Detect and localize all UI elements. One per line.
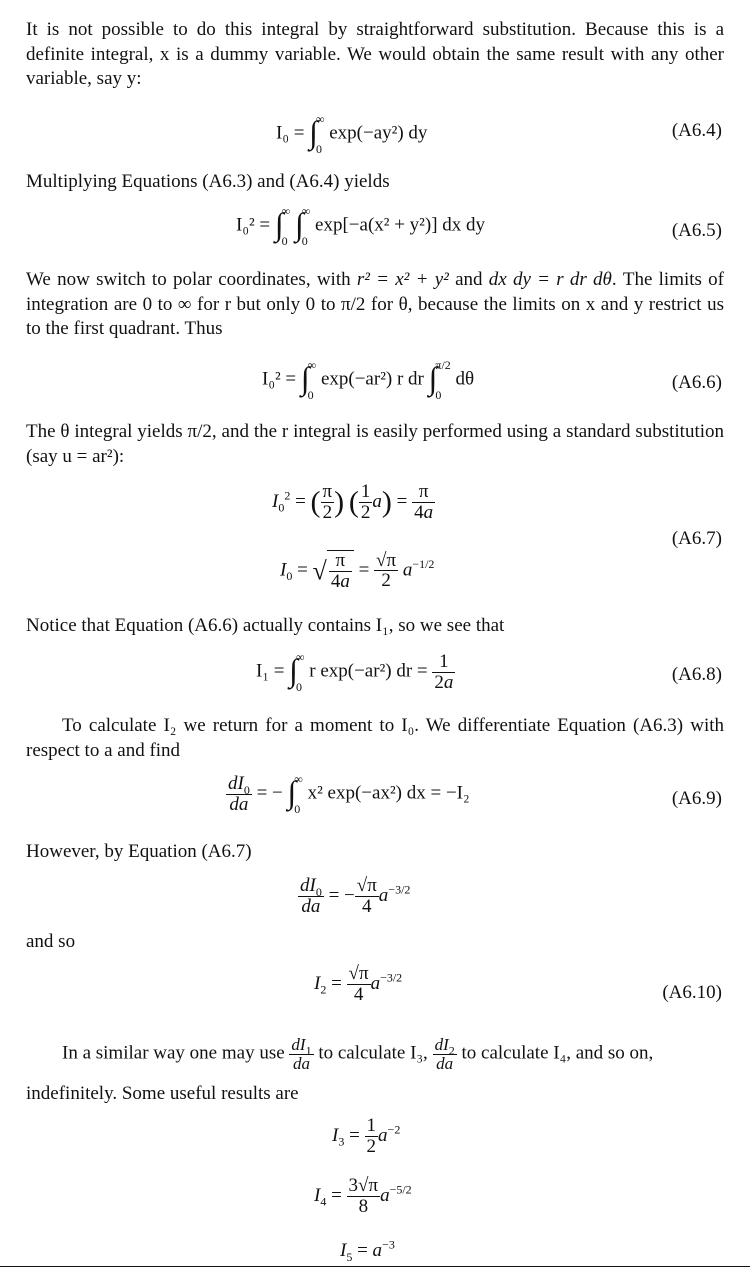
eq-a6-6-body1: exp(−ar²) r dr <box>320 368 424 390</box>
eq-a6-6-lhs: I₀² = <box>262 368 297 390</box>
eq-a6-6-body2: dθ <box>455 368 475 390</box>
eq-a6-7-line2: $I_0$ = √ $\frac{\pi}{4a}$ = $\frac{√\pi}{2}$ $a^{-1/2}$ <box>280 549 435 592</box>
paragraph-2: Multiplying Equations (A6.3) and (A6.4) yields <box>26 171 390 192</box>
result-i3: $I_3$ = $\frac{1}{2}$ $a^{-2}$ <box>332 1115 401 1157</box>
equation-a6-6: I₀² = ∫ ∞ 0 exp(−ar²) r dr ∫ π/2 0 dθ (A6.6) <box>262 358 722 402</box>
equation-a6-5: I₀² = ∫ ∞ 0 ∫ ∞ 0 exp[−a(x² + y²)] dx dy (A6.5) <box>236 204 722 248</box>
inline-polar: r² = x² + y² <box>356 269 449 290</box>
eq-number-a6-5: (A6.5) <box>671 220 722 241</box>
equation-a6-9: $\frac{dI_0}{da}$ = − ∫ ∞ 0 x² exp(−ax²) dx = −I₂ (A6.9) <box>228 772 722 816</box>
paragraph-9: In a similar way one may use $\frac{dI_1}{da}$ to calculate I₃, $\frac{dI_2}{da}$ to calculate I₄, and so on, <box>62 1035 654 1073</box>
eq-number-a6-10: (A6.10) <box>662 982 722 1003</box>
eq-number-a6-6: (A6.6) <box>671 372 722 393</box>
paragraph-8: and so <box>26 931 76 952</box>
result-i4: $I_4$ = $\frac{3√\pi}{8}$ $a^{-5/2}$ <box>314 1175 412 1217</box>
paragraph-7: However, by Equation (A6.7) <box>26 841 252 862</box>
eq-a6-8-body: r exp(−ar²) dr = <box>309 660 428 682</box>
eq-a6-5-lhs: I₀² = <box>236 214 271 236</box>
eq-a6-9-body: x² exp(−ax²) dx = −I₂ <box>307 782 470 804</box>
eq-number-a6-8: (A6.8) <box>671 664 722 685</box>
paragraph-6: To calculate I₂ we return for a moment to I₀. We differentiate Equation (A6.3) with respect to a and find <box>26 715 724 761</box>
result-i5: $I_5 = a^{-3}$ <box>340 1237 395 1264</box>
paragraph-4: The θ integral yields π/2, and the r integral is easily performed using a standard substitution (say u = ar²): <box>26 421 724 467</box>
paragraph-3: We now switch to polar coordinates, with r² = x² + y² and dx dy = r dr dθ. The limits of integration are 0 to ∞ for r but only 0 to π/2 for θ, because the limits on x and y restrict us to the first quadrant. Thus <box>26 269 724 339</box>
paragraph-5: Notice that Equation (A6.6) actually contains I₁, so we see that <box>26 615 505 636</box>
eq-number-a6-9: (A6.9) <box>671 788 722 809</box>
bottom-rule <box>0 1266 750 1267</box>
equation-a6-7 <box>0 478 750 608</box>
eq-number-a6-4: (A6.4) <box>671 120 722 141</box>
equation-a6-8: I₁ = ∫ ∞ 0 r exp(−ar²) dr = $\frac{1}{2a}$ (A6.8) <box>256 650 722 694</box>
equation-a6-10: $I_2$ = $\frac{√\pi}{4}$ $a^{-3/2}$ (A6.10) <box>314 963 722 1005</box>
eq-a6-7-line1: $I_0^2$ = ( $\frac{\pi}{2}$ ) ( $\frac{1}{2}$ a) = $\frac{\pi}{4a}$ <box>272 481 434 523</box>
paragraph-1: It is not possible to do this integral by straightforward substitution. Because this is a definite integral, x is a dummy variable. We would obtain the same result with any other variable, say y: <box>26 19 724 89</box>
paragraph-10: indefinitely. Some useful results are <box>26 1083 299 1104</box>
equation-di0-da: $\frac{dI_0}{da}$ = − $\frac{√\pi}{4}$ $a^{-3/2}$ <box>300 875 411 917</box>
eq-number-a6-7: (A6.7) <box>671 528 722 549</box>
eq-a6-4-body: exp(−ay²) dy <box>329 122 428 144</box>
equation-a6-4: I₀ = ∫ ∞ 0 exp(−ay²) dy (A6.4) <box>276 112 722 156</box>
eq-a6-4-lhs: I₀ = <box>276 122 305 144</box>
eq-a6-8-lhs: I₁ = <box>256 660 285 682</box>
eq-a6-5-body: exp[−a(x² + y²)] dx dy <box>315 214 486 236</box>
useful-results <box>0 1114 750 1264</box>
inline-jacobian: dx dy = r dr dθ <box>488 269 612 290</box>
